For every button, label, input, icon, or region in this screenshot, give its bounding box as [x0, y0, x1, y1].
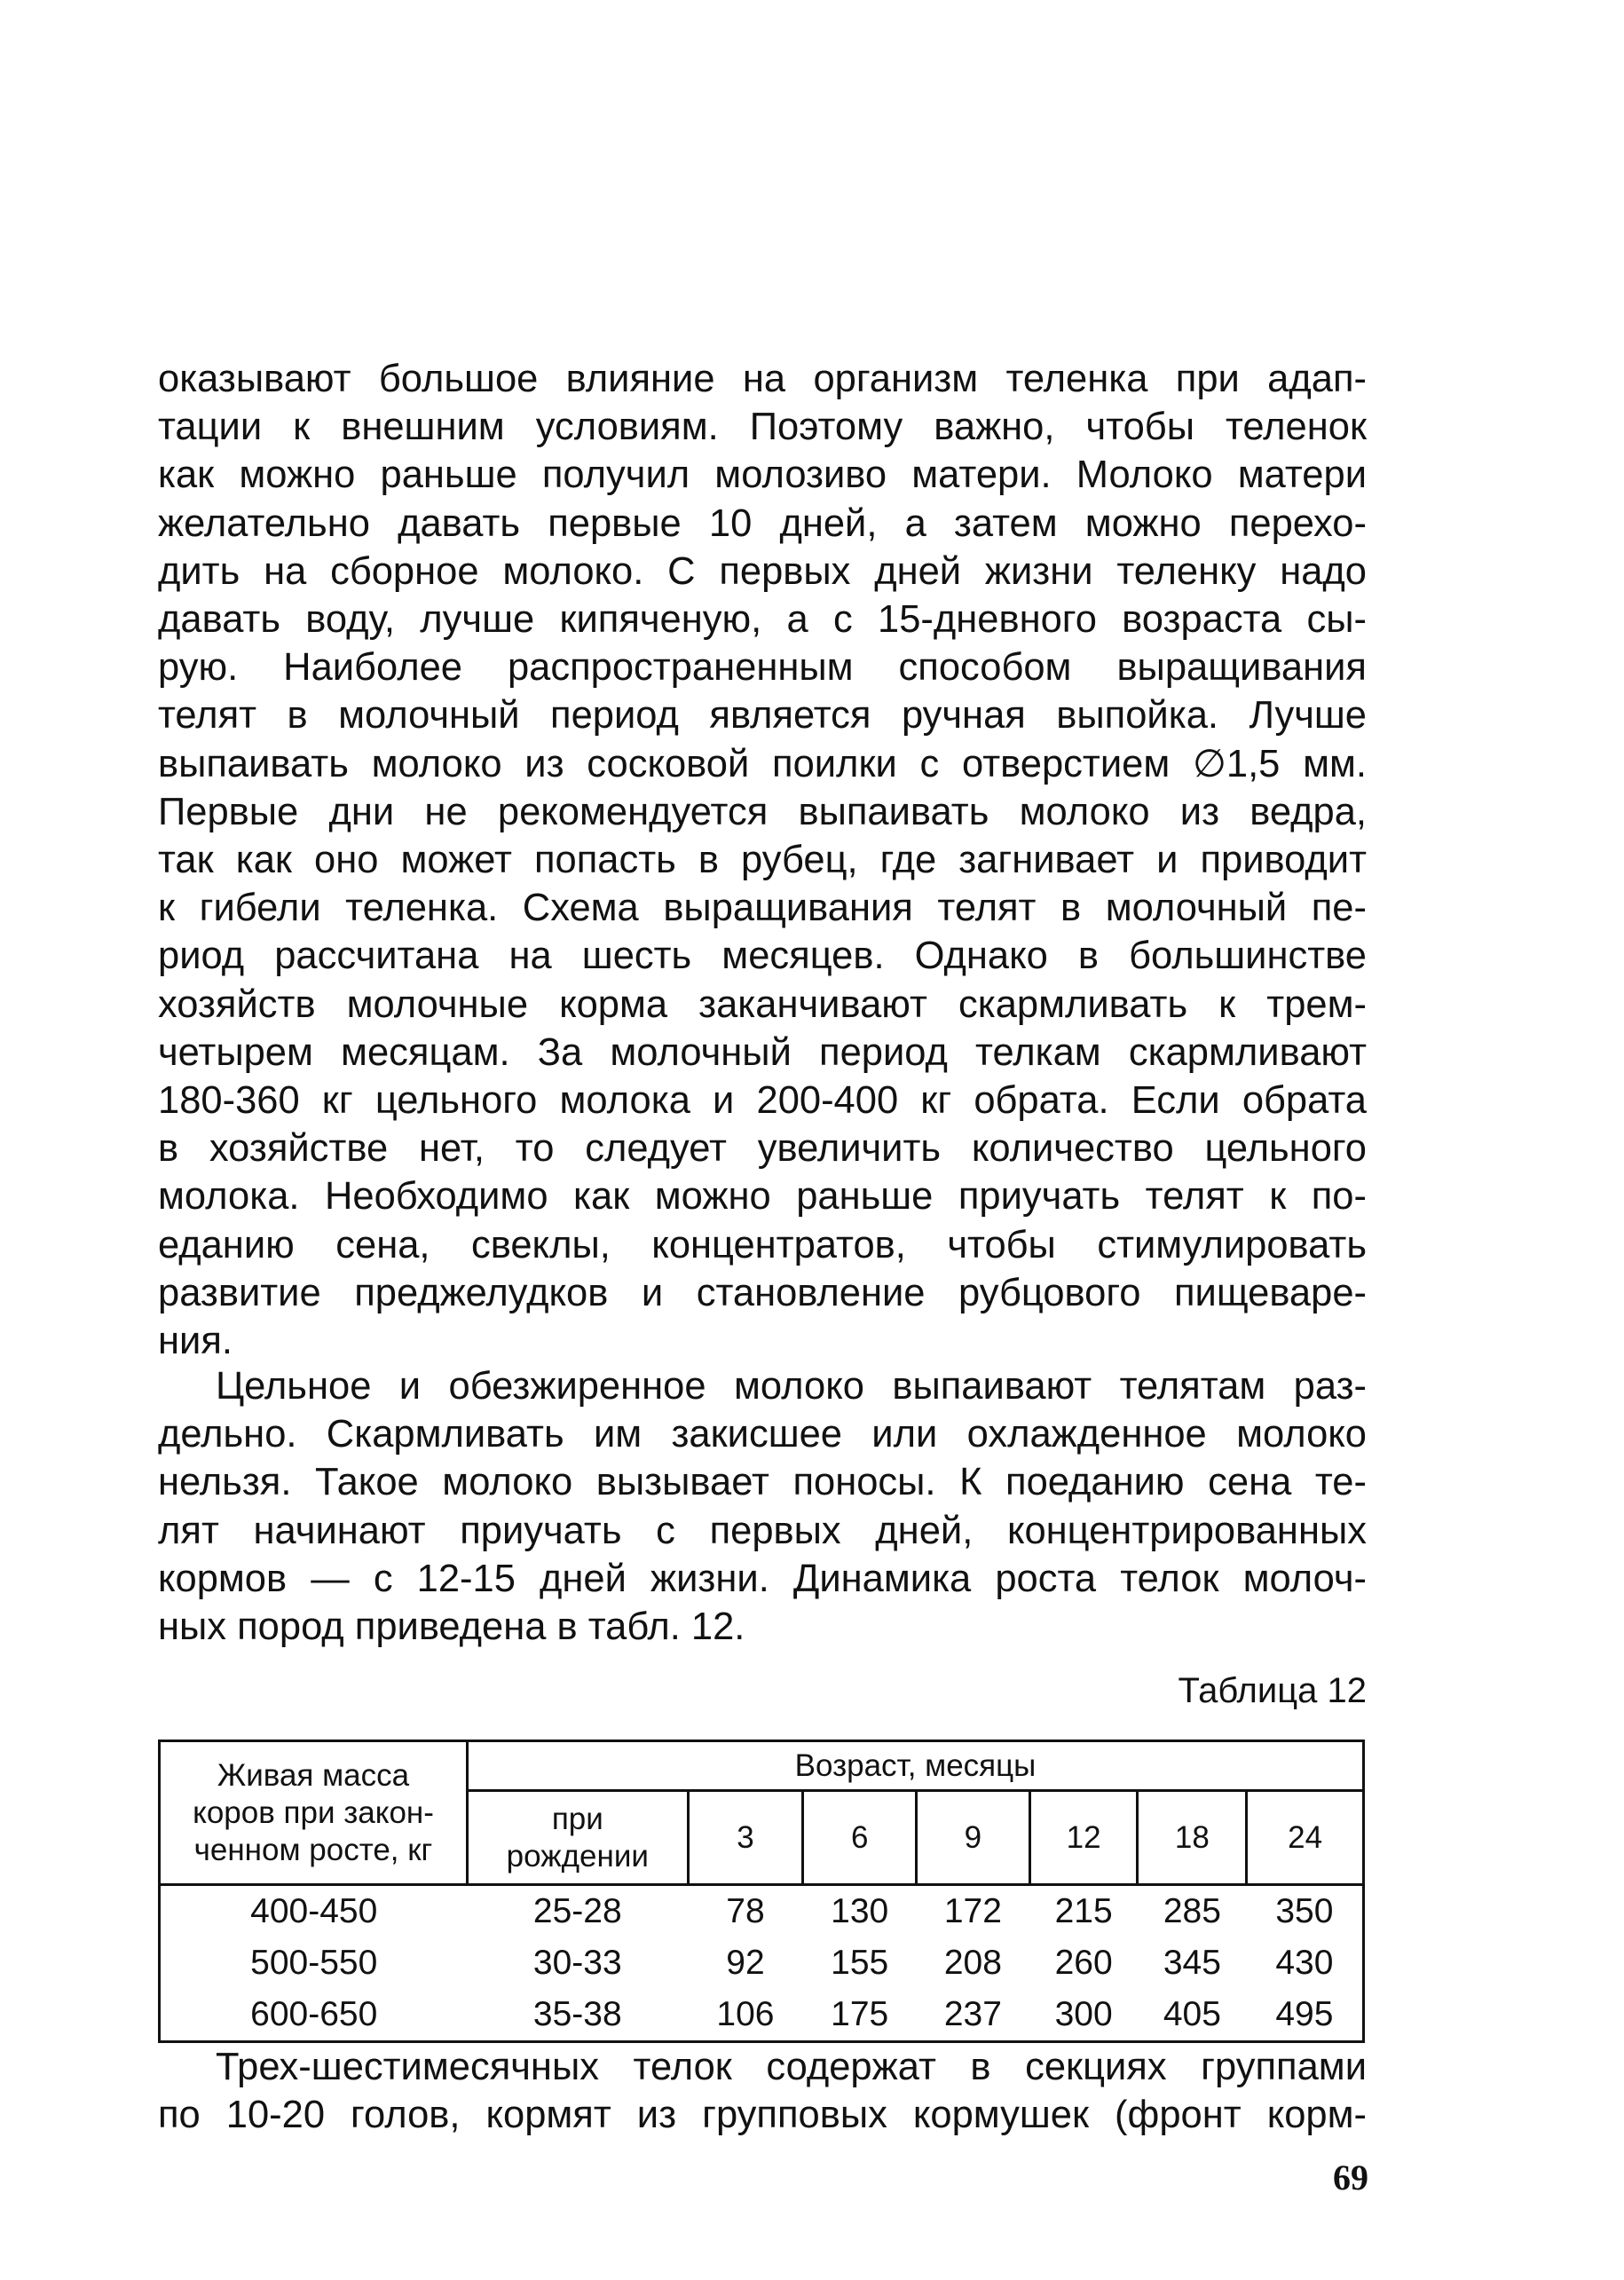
- header-month: 3: [688, 1791, 803, 1885]
- table-cell: 345: [1163, 1944, 1221, 1982]
- table-cell: 285: [1163, 1892, 1221, 1930]
- table-cell: 260: [1054, 1944, 1113, 1982]
- text-line: дельно. Скармливать им закисшее или охлажденное молоко: [158, 1413, 1367, 1456]
- text-line: давать воду, лучше кипяченую, а с 15-дневного возраста сы-: [158, 598, 1367, 642]
- text-line: дить на сборное молоко. С первых дней жизни теленку надо: [158, 549, 1367, 593]
- text-line: Трех-шестимесячных телок содержат в секциях группами: [216, 2046, 1367, 2088]
- table-cell: 130: [831, 1892, 889, 1930]
- table-cell: 35-38: [468, 1989, 689, 2042]
- header-body-mass: [160, 1741, 468, 1885]
- table-cell: 172: [943, 1892, 1002, 1930]
- text-line: кормов — с 12-15 дней жизни. Динамика роста телок молоч-: [158, 1557, 1367, 1600]
- text-line: в хозяйстве нет, то следует увеличить количество цельного: [158, 1127, 1367, 1171]
- text-line: желательно давать первые 10 дней, а затем можно перехо-: [158, 501, 1367, 545]
- text-line: ния.: [158, 1320, 233, 1363]
- text-line: 180-360 кг цельного молока и 200-400 кг обрата. Если обрата: [158, 1079, 1367, 1123]
- table-cell: 175: [803, 1989, 917, 2042]
- text-line: еданию сена, свеклы, концентратов, чтобы стимулировать: [158, 1223, 1367, 1266]
- header-month: 24: [1247, 1791, 1364, 1885]
- table-cell: 430: [1247, 1937, 1364, 1989]
- header-month: 9: [917, 1791, 1030, 1885]
- text-line: рую. Наиболее распространенным способом выращивания: [158, 646, 1367, 690]
- table-cell: 25-28: [532, 1892, 622, 1930]
- text-line: телят в молочный период является ручная выпойка. Лучше: [158, 694, 1367, 738]
- text-line: по 10-20 голов, кормят из групповых кормушек (фронт корм-: [158, 2094, 1367, 2137]
- page-number: 69: [1333, 2158, 1368, 2197]
- header-body-mass-line3: ченном росте, кг: [193, 1832, 433, 1867]
- table-cell: 208: [943, 1944, 1002, 1982]
- header-month: 6: [803, 1791, 917, 1885]
- table-cell: 92: [726, 1944, 765, 1982]
- table-cell: 155: [831, 1944, 889, 1982]
- text-line: четырем месяцам. За молочный период телкам скармливают: [158, 1030, 1367, 1074]
- text-line: молока. Необходимо как можно раньше приучать телят к по-: [158, 1175, 1367, 1219]
- table-row: [160, 1937, 1364, 1989]
- header-at-birth-line1: при: [551, 1801, 603, 1836]
- header-age-group: Возраст, месяцы: [468, 1741, 1364, 1791]
- table-cell: 405: [1138, 1989, 1247, 2042]
- text-line: Цельное и обезжиренное молоко выпаивают телятам раз-: [216, 1365, 1367, 1408]
- table-cell: 237: [917, 1989, 1030, 2042]
- text-line: к гибели теленка. Схема выращивания телят в молочный пе-: [158, 887, 1367, 930]
- header-body-mass-line2: коров при закон-: [193, 1795, 434, 1830]
- paragraph-2: [158, 1362, 1367, 1651]
- text-line: ных пород приведена в табл. 12.: [158, 1605, 745, 1649]
- header-body-mass-line1: Живая масса: [217, 1757, 410, 1793]
- table-cell: 400-450: [160, 1885, 468, 1938]
- table-caption: Таблица 12: [1178, 1671, 1367, 1710]
- table-cell: 495: [1247, 1989, 1364, 2042]
- paragraph-3: [158, 2043, 1367, 2139]
- header-month: 12: [1029, 1791, 1138, 1885]
- text-line: как можно раньше получил молозиво матери. Молоко матери: [158, 454, 1367, 497]
- table-row: [160, 1885, 1364, 1938]
- text-line: лят начинают приучать с первых дней, концентрированных: [158, 1509, 1367, 1552]
- table-cell: 78: [726, 1892, 765, 1930]
- table-cell: 500-550: [160, 1937, 468, 1989]
- text-line: тации к внешним условиям. Поэтому важно, чтобы теленок: [158, 406, 1367, 449]
- table-cell: 215: [1054, 1892, 1113, 1930]
- header-month: 18: [1138, 1791, 1247, 1885]
- text-line: Первые дни не рекомендуется выпаивать молоко из ведра,: [158, 790, 1367, 833]
- text-line: выпаивать молоко из сосковой поилки с отверстием ∅1,5 мм.: [158, 742, 1367, 785]
- table-cell: 300: [1029, 1989, 1138, 2042]
- text-line: так как оно может попасть в рубец, где загнивает и приводит: [158, 839, 1367, 882]
- growth-table: [158, 1740, 1365, 2043]
- header-at-birth-line2: рождении: [506, 1838, 649, 1874]
- header-at-birth: [468, 1791, 689, 1885]
- table-cell: 30-33: [532, 1944, 622, 1982]
- text-line: хозяйств молочные корма заканчивают скармливать к трем-: [158, 982, 1367, 1026]
- table-cell: 600-650: [160, 1989, 468, 2042]
- text-line: риод рассчитана на шесть месяцев. Однако в большинстве: [158, 935, 1367, 978]
- text-line: нельзя. Такое молоко вызывает поносы. К поеданию сена те-: [158, 1461, 1367, 1504]
- table-cell: 106: [688, 1989, 803, 2042]
- text-line: развитие преджелудков и становление рубцового пищеваре-: [158, 1271, 1367, 1314]
- table-row: [160, 1989, 1364, 2042]
- text-line: оказывают большое влияние на организм теленка при адап-: [158, 358, 1367, 400]
- paragraph-1: [158, 355, 1367, 1365]
- table-cell: 350: [1247, 1885, 1364, 1938]
